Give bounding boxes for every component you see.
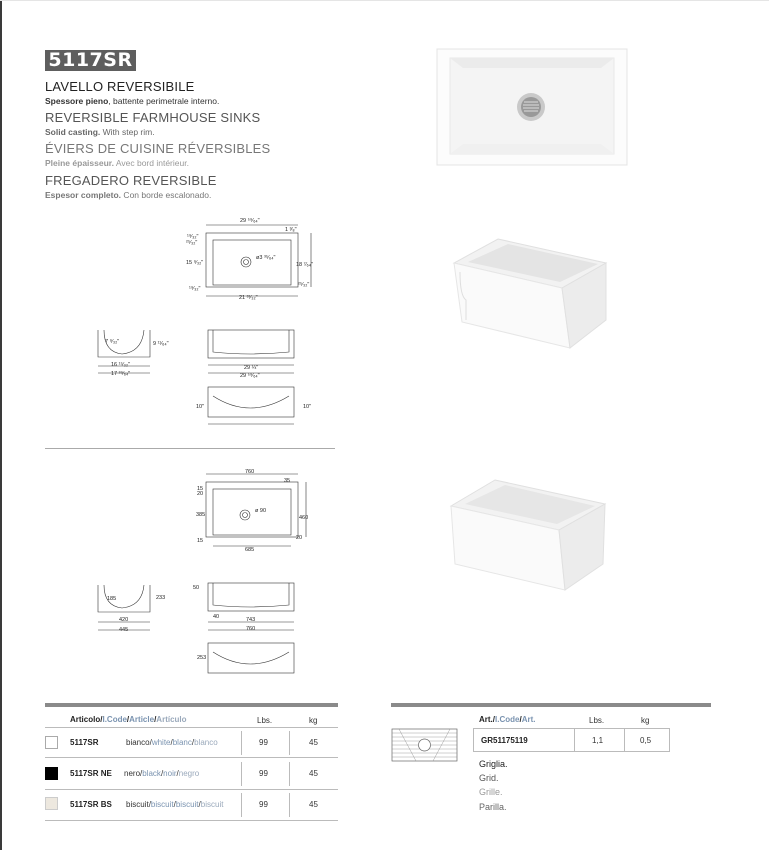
row-code: 5117SR BS — [70, 800, 112, 809]
row-colors: biscuit/biscuit/biscuit/biscuit — [126, 800, 224, 809]
dim-m-rim-top-a: 15 — [197, 486, 204, 492]
col-divider — [289, 793, 290, 817]
dim-front-h-left: 10" — [196, 404, 205, 410]
subtitle-it: Spessore pieno, battente perimetrale interno. — [45, 96, 220, 106]
dim-bowl-width: 21 ³¹⁄₃₂" — [239, 295, 258, 301]
swatch-black — [45, 767, 58, 780]
dim-top-width: 29 ⁵⁹⁄₆₄" — [240, 218, 260, 224]
table-top-bar — [45, 703, 338, 707]
dim-m-overall-depth: 460 — [299, 515, 309, 521]
dim-m-front-h: 253 — [197, 655, 207, 661]
swatch-biscuit — [45, 797, 58, 810]
accessory-name-fr: Grille. — [479, 787, 503, 797]
dim-m-rim-bottom: 15 — [197, 538, 204, 544]
col-divider — [624, 729, 625, 751]
table-header-line — [45, 727, 338, 728]
dim-m-drain: ø 90 — [255, 508, 267, 514]
dim-side-outer-h: 9 ¹¹⁄₆₄" — [153, 341, 169, 347]
row-kg: 45 — [309, 800, 318, 809]
table-header-kg: kg — [309, 716, 318, 725]
accessory-name-it: Griglia. — [479, 759, 508, 769]
dim-rim-top: ¹⁹⁄₃₂" — [187, 234, 199, 240]
row-lbs: 99 — [259, 800, 268, 809]
dim-drain: ø3 ³⁵⁄₆₄" — [256, 255, 276, 261]
col-divider — [241, 793, 242, 817]
dim-m-rim: 35 — [284, 478, 291, 484]
row-colors: nero/black/noir/negro — [124, 769, 200, 778]
accessory-header-kg: kg — [641, 716, 650, 725]
dim-bowl-depth: 15 ⁹⁄₃₂" — [186, 260, 204, 266]
dim-m-rim-bottom-right: 20 — [296, 535, 303, 541]
title-en: REVERSIBLE FARMHOUSE SINKS — [45, 110, 261, 125]
section-separator — [45, 448, 335, 449]
subtitle-es: Espesor completo. Con borde escalonado. — [45, 190, 212, 200]
table-header-article: Articolo/I.Code/Article/Artículo — [70, 715, 187, 724]
title-es: FREGADERO REVERSIBLE — [45, 173, 217, 188]
row-kg: 45 — [309, 738, 318, 747]
dim-m-side-inner-w: 420 — [119, 617, 129, 623]
row-colors: bianco/white/blanc/blanco — [126, 738, 218, 747]
row-line — [45, 757, 338, 758]
row-lbs: 99 — [259, 738, 268, 747]
accessory-kg: 0,5 — [640, 736, 652, 745]
col-divider — [574, 729, 575, 751]
col-divider — [241, 731, 242, 755]
dim-m-bowl-depth: 385 — [196, 512, 206, 518]
dim-rim: 1 ³⁄₈" — [285, 227, 297, 233]
col-divider — [289, 762, 290, 786]
dim-side-outer-w: 17 ³⁹⁄₆₄" — [111, 371, 131, 377]
col-divider — [289, 731, 290, 755]
dim-m-side-outer-w: 445 — [119, 627, 129, 633]
accessory-name-en: Grid. — [479, 773, 499, 783]
dim-m-front-rim-h: 50 — [193, 585, 200, 591]
accessory-code: GR51175119 — [481, 736, 528, 745]
accessory-header-article: Art./I.Code/Art. — [479, 715, 536, 724]
dim-m-front-outer-w: 760 — [246, 626, 256, 632]
subtitle-fr: Pleine épaisseur. Avec bord intérieur. — [45, 158, 189, 168]
row-code: 5117SR — [70, 738, 99, 747]
grid-accessory-drawing — [391, 727, 458, 763]
accessory-lbs: 1,1 — [592, 736, 604, 745]
dim-front-outer-w: 29 ⁵⁹⁄₆₄" — [240, 373, 260, 379]
title-fr: ÉVIERS DE CUISINE RÉVERSIBLES — [45, 141, 271, 156]
dim-m-bowl-width: 685 — [245, 547, 255, 553]
table-header-lbs: Lbs. — [257, 716, 273, 725]
dim-m-front-offset: 40 — [213, 614, 220, 620]
dim-overall-depth: 18 ⁷⁄₆₄" — [296, 262, 313, 268]
dim-rim-inner: ²⁵⁄₃₂" — [186, 240, 198, 246]
dim-m-side-inner-h: 185 — [107, 596, 117, 602]
dim-rim-bottom-right: ²⁵⁄₃₂" — [298, 282, 310, 288]
col-divider — [241, 762, 242, 786]
dim-m-top-width: 760 — [245, 469, 255, 475]
dim-front-inner-w: 29 ¼" — [244, 365, 259, 371]
product-code-badge: 5117SR — [45, 50, 136, 71]
row-line — [45, 789, 338, 790]
row-line — [45, 820, 338, 821]
title-it: LAVELLO REVERSIBILE — [45, 79, 195, 94]
swatch-white — [45, 736, 58, 749]
dim-front-h-right: 10" — [303, 404, 312, 410]
dim-side-inner-w: 16 ¹⁵⁄₃₂" — [111, 362, 131, 368]
accessory-name-es: Parilla. — [479, 802, 507, 812]
accessory-top-bar — [391, 703, 711, 707]
row-lbs: 99 — [259, 769, 268, 778]
dim-side-inner-h: 7 ⁹⁄₃₂" — [105, 339, 120, 345]
dim-m-side-outer-h: 233 — [156, 595, 166, 601]
dim-m-front-inner-w: 743 — [246, 617, 256, 623]
row-code: 5117SR NE — [70, 769, 112, 778]
accessory-header-lbs: Lbs. — [589, 716, 605, 725]
subtitle-en: Solid casting. With step rim. — [45, 127, 155, 137]
dim-m-rim-top-b: 20 — [197, 491, 204, 497]
row-kg: 45 — [309, 769, 318, 778]
dim-rim-bottom-left: ¹⁹⁄₃₂" — [189, 286, 201, 292]
